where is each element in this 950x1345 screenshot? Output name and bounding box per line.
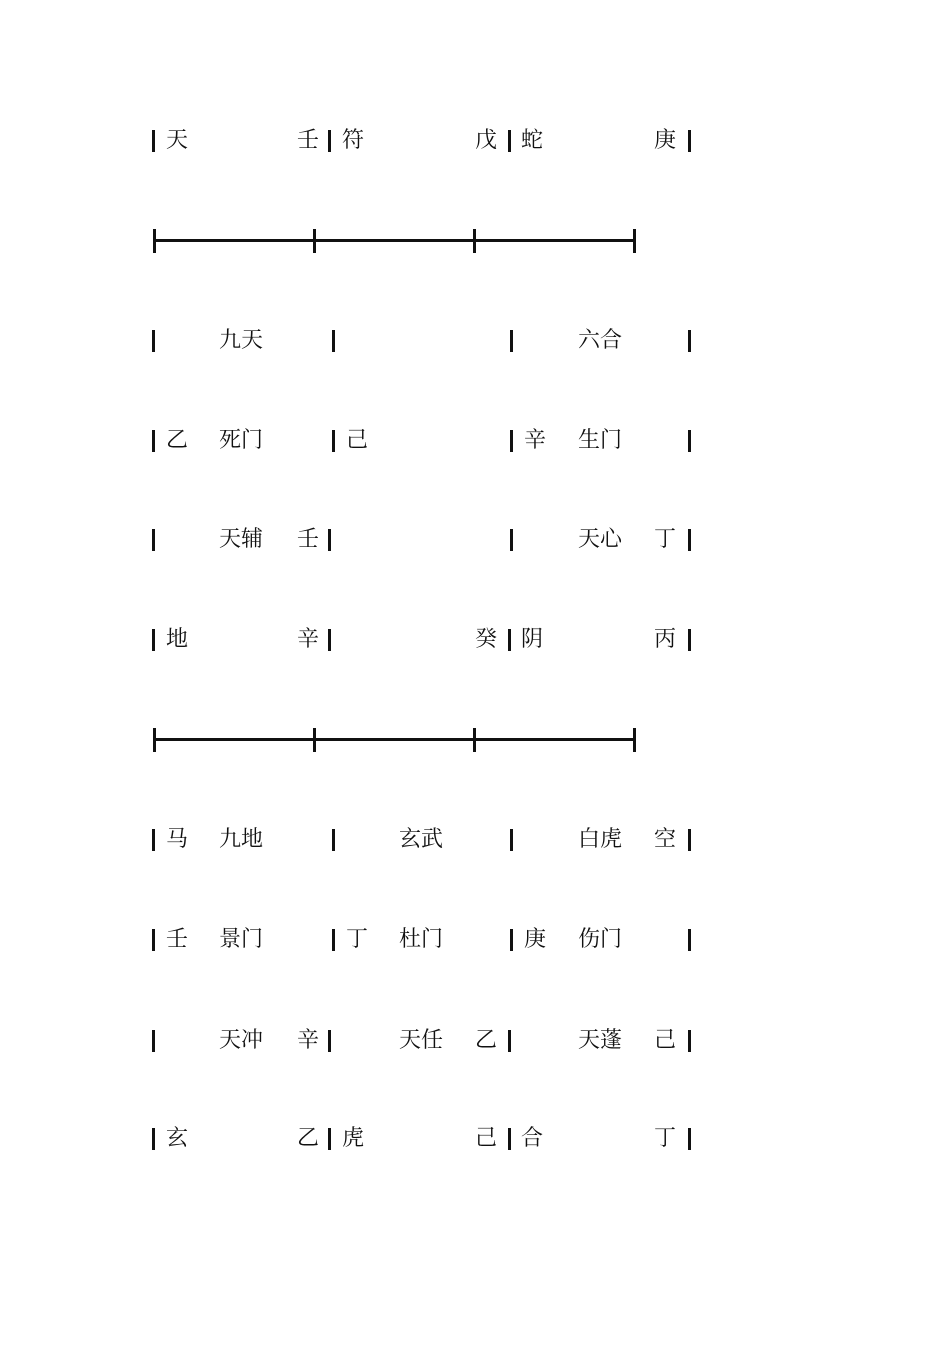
cell-palace-8-right: 乙 [475,1028,498,1053]
cell-palace-9-door: 伤门 [578,927,623,952]
cell-palace-9-spirit: 白虎 [578,827,623,852]
cell-divider [510,829,513,851]
chart-row-8 [0,1021,950,1061]
cell-divider [152,430,155,452]
cell-divider [152,330,155,352]
cell-palace-8-right: 己 [475,1126,498,1151]
cell-divider [332,929,335,951]
chart-row-1 [0,121,950,161]
cell-divider [328,1030,331,1052]
cell-palace-8-door: 杜门 [399,927,444,952]
cell-divider [152,529,155,551]
cell-palace-6-star: 天心 [578,527,623,552]
cell-palace-8-stem: 虎 [342,1126,365,1151]
separator-tick [313,229,316,253]
cell-palace-5-right: 癸 [475,627,498,652]
cell-palace-2-right: 戊 [475,128,498,153]
cell-palace-7-right: 辛 [297,1028,320,1053]
cell-divider [688,330,691,352]
cell-palace-6-stem: 辛 [524,428,547,453]
cell-palace-6-right: 丁 [654,527,677,552]
cell-palace-7-stem: 玄 [166,1126,189,1151]
cell-palace-3-stem: 蛇 [521,128,544,153]
separator-tick [473,229,476,253]
separator-line [155,738,636,741]
cell-palace-4-stem: 乙 [166,428,189,453]
chart-row-4 [0,520,950,560]
cell-divider [508,629,511,651]
cell-divider [688,130,691,152]
separator-tick [153,728,156,752]
cell-palace-9-right: 丁 [654,1126,677,1151]
chart-row-9 [0,1119,950,1159]
cell-palace-6-stem: 阴 [521,627,544,652]
cell-divider [332,829,335,851]
cell-palace-4-star: 天辅 [219,527,264,552]
cell-divider [152,629,155,651]
chart-row-7 [0,920,950,960]
grid-separator-top [0,226,950,256]
cell-palace-8-stem: 丁 [346,927,369,952]
cell-divider [510,430,513,452]
separator-tick [473,728,476,752]
cell-divider [152,1128,155,1150]
cell-palace-4-star: 九天 [219,328,264,353]
cell-divider [688,829,691,851]
cell-divider [152,1030,155,1052]
cell-palace-4-door: 死门 [219,428,264,453]
cell-palace-3-right: 庚 [654,128,677,153]
cell-palace-6-right: 丙 [654,627,677,652]
cell-divider [328,629,331,651]
cell-palace-4-right: 壬 [297,527,320,552]
cell-divider [152,130,155,152]
cell-palace-4-right: 辛 [297,627,320,652]
cell-divider [152,829,155,851]
cell-palace-9-stem: 庚 [524,927,547,952]
chart-row-5 [0,620,950,660]
cell-divider [688,1030,691,1052]
cell-palace-7-stem: 马 [166,827,189,852]
cell-palace-7-spirit: 九地 [219,827,264,852]
separator-tick [633,229,636,253]
cell-divider [688,430,691,452]
cell-palace-7-door: 景门 [219,927,264,952]
cell-divider [328,529,331,551]
cell-divider [510,929,513,951]
separator-tick [633,728,636,752]
cell-palace-7-stem: 壬 [166,927,189,952]
chart-row-6 [0,820,950,860]
cell-palace-7-right: 乙 [297,1126,320,1151]
cell-palace-6-star: 六合 [578,328,623,353]
cell-divider [688,1128,691,1150]
cell-divider [328,1128,331,1150]
cell-divider [510,529,513,551]
separator-tick [313,728,316,752]
cell-divider [152,929,155,951]
cell-divider [328,130,331,152]
cell-divider [510,330,513,352]
separator-tick [153,229,156,253]
cell-palace-9-right: 己 [654,1028,677,1053]
cell-palace-1-stem: 天 [166,128,189,153]
cell-divider [508,130,511,152]
cell-palace-1-right: 壬 [297,128,320,153]
cell-divider [688,629,691,651]
chart-row-3 [0,421,950,461]
cell-divider [508,1030,511,1052]
cell-palace-9-stem: 合 [521,1126,544,1151]
cell-palace-9-right: 空 [654,827,677,852]
chart-row-2 [0,321,950,361]
cell-divider [688,529,691,551]
cell-palace-5-stem: 己 [346,428,369,453]
cell-palace-8-spirit: 玄武 [399,827,444,852]
cell-palace-9-star: 天蓬 [578,1028,623,1053]
grid-separator-bottom [0,725,950,755]
cell-divider [508,1128,511,1150]
cell-divider [332,430,335,452]
cell-palace-8-star: 天任 [399,1028,444,1053]
cell-palace-6-door: 生门 [578,428,623,453]
cell-divider [332,330,335,352]
separator-line [155,239,636,242]
cell-palace-4-stem: 地 [166,627,189,652]
cell-palace-2-stem: 符 [342,128,365,153]
cell-palace-7-star: 天冲 [219,1028,264,1053]
cell-divider [688,929,691,951]
